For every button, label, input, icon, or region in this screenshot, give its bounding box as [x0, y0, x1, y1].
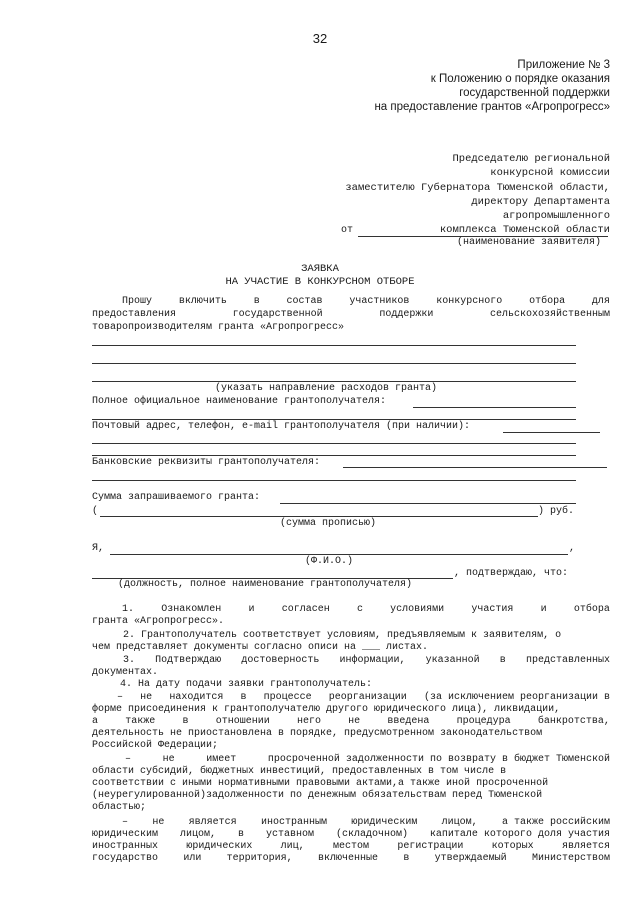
appendix-line-2: к Положению о порядке оказания — [430, 73, 610, 85]
dash-3-line-1 — [92, 817, 610, 829]
addressee-line-1: Председателю региональной — [452, 153, 610, 165]
word: реорганизации — [328, 692, 407, 703]
bank-line-2[interactable] — [92, 480, 576, 481]
word: сельскохозяйственным — [489, 309, 610, 320]
word: не — [140, 692, 153, 703]
word: участников — [349, 296, 410, 307]
word: не — [162, 754, 175, 765]
from-label: от — [341, 225, 354, 236]
direction-caption: (указать направление расходов гранта) — [215, 383, 438, 394]
word: не — [348, 716, 361, 727]
full-name-label: Полное официальное наименование грантополучателя: — [92, 396, 387, 407]
dash-1-line-3 — [92, 716, 610, 728]
word: (складочном) — [335, 829, 408, 840]
word: в — [237, 829, 244, 840]
word: утверждаемый — [434, 853, 507, 864]
addressee-line-6: комплекса Тюменской области — [439, 224, 610, 237]
word: а также российским — [501, 817, 610, 828]
appendix-header — [374, 58, 610, 114]
sum-words-line[interactable] — [100, 516, 538, 517]
word: лиц, — [280, 841, 305, 852]
sum-label: Сумма запрашиваемого гранта: — [92, 492, 261, 503]
word: 1. — [122, 604, 135, 615]
document-title — [0, 263, 640, 288]
postal-label: Почтовый адрес, телефон, e-mail грантополучателя (при наличии): — [92, 421, 471, 432]
word: Подтверждаю — [155, 655, 222, 666]
dash-3-line-4 — [92, 853, 610, 865]
dash-1-line-1 — [92, 692, 610, 704]
word: достоверность — [241, 655, 320, 666]
word: – — [125, 754, 132, 765]
word: банкротства, — [537, 716, 610, 727]
word: лицом, — [441, 817, 478, 828]
dash-3-line-3 — [92, 841, 610, 853]
word: в — [499, 655, 506, 666]
word: территория, — [226, 853, 293, 864]
sum-paren-open: ( — [92, 506, 99, 517]
word: для — [591, 296, 610, 307]
word: находится — [169, 692, 224, 703]
word: в — [403, 853, 410, 864]
dash-1-line-5: Российской Федерации; — [92, 740, 219, 751]
page-number: 32 — [312, 31, 328, 46]
word: или — [183, 853, 202, 864]
word: юридическим — [351, 817, 418, 828]
word: процедура — [456, 716, 511, 727]
item-1-line-2: гранта «Агропрогресс». — [92, 616, 225, 627]
full-name-input-line[interactable] — [413, 407, 576, 408]
word: конкурсного — [436, 296, 503, 307]
word: в — [253, 296, 260, 307]
word: государственной — [232, 309, 323, 320]
word: является — [188, 817, 237, 828]
addressee-block — [345, 152, 610, 238]
word: отбора — [529, 296, 566, 307]
dash-1-line-2: форме присоединения к грантополучателю другого юридического лица), ликвидации, — [92, 704, 561, 715]
word: условиями — [390, 604, 445, 615]
sum-input-line[interactable] — [280, 503, 576, 504]
sum-rub: ) руб. — [538, 506, 575, 517]
word: является — [561, 841, 610, 852]
word: юридическим — [92, 829, 159, 840]
word: лицом, — [179, 829, 216, 840]
dash-2-line-4: (неурегулированной)задолженности по денежным обязательствам перед Тюменской — [92, 790, 543, 801]
appendix-line-1: Приложение № 3 — [517, 59, 610, 71]
word: поддержки — [379, 309, 434, 320]
word: а — [92, 716, 99, 727]
word: не — [152, 817, 165, 828]
word: имеет — [206, 754, 237, 765]
i-comma: , — [569, 543, 576, 554]
word: уставном — [265, 829, 314, 840]
direction-line-3[interactable] — [92, 381, 576, 382]
confirm-text: , подтверждаю, что: — [454, 568, 569, 579]
word: государство — [92, 853, 159, 864]
word: которых — [491, 841, 534, 852]
bank-input-line[interactable] — [343, 467, 607, 468]
item-2-line-2: чем представляет документы согласно описи на ___ листах. — [92, 642, 429, 653]
addressee-line-2: конкурсной комиссии — [490, 167, 610, 180]
word: местом — [332, 841, 369, 852]
word: информации, — [339, 655, 406, 666]
full-name-line-2[interactable] — [92, 419, 576, 420]
dash-1-line-4: деятельность не приостановлена в порядке, предусмотренном законодательством — [92, 728, 543, 739]
item-3-line-1 — [92, 655, 610, 667]
word: Прошу — [122, 296, 153, 307]
word: в — [182, 716, 189, 727]
word: в — [240, 692, 247, 703]
request-line-1 — [92, 296, 610, 308]
dash-2-line-1 — [92, 754, 610, 766]
word: с — [356, 604, 363, 615]
word: участия — [471, 604, 514, 615]
position-caption: (должность, полное наименование грантополучателя) — [118, 579, 413, 590]
fio-caption: (Ф.И.О.) — [305, 556, 354, 567]
word: юридических — [186, 841, 253, 852]
word: регистрации — [397, 841, 464, 852]
dash-2-line-3: соответствии с иными нормативными правовыми актами,а также иной просроченной — [92, 778, 549, 789]
word: иностранным — [260, 817, 327, 828]
postal-line-3[interactable] — [92, 455, 576, 456]
word: Министерством — [531, 853, 610, 864]
addressee-line-4: директору Департамента — [471, 195, 610, 208]
title-line-2: НА УЧАСТИЕ В КОНКУРСНОМ ОТБОРЕ — [225, 275, 415, 288]
word: иностранных — [92, 841, 159, 852]
word: – — [117, 692, 124, 703]
postal-line-2[interactable] — [92, 443, 576, 444]
word: (за исключением реорганизации в — [423, 692, 610, 703]
item-3-line-2: документах. — [92, 667, 159, 678]
word: – — [122, 817, 129, 828]
word: включить — [178, 296, 227, 307]
word: предоставления — [92, 309, 177, 320]
word: и — [248, 604, 255, 615]
fio-line[interactable] — [110, 554, 568, 555]
addressee-line-3: заместителю Губернатора Тюменской области, — [345, 181, 610, 194]
dash-3-line-2 — [92, 829, 610, 841]
word: также — [125, 716, 156, 727]
i-label: Я, — [92, 543, 105, 554]
word: введена — [387, 716, 430, 727]
word: процессе — [263, 692, 312, 703]
direction-line-1[interactable] — [92, 345, 576, 346]
word: представленных — [525, 655, 610, 666]
word: включенные — [317, 853, 378, 864]
appendix-line-3: государственной поддержки — [459, 87, 610, 99]
word: отбора — [573, 604, 610, 615]
word: капитале которого доля участия — [429, 829, 610, 840]
item-4-line-1: 4. На дату подачи заявки грантополучатель: — [120, 679, 373, 690]
word: 3. — [123, 655, 136, 666]
word: просроченной задолженности по возврату в бюджет Тюменской — [267, 754, 610, 765]
dash-2-line-5: областью; — [92, 802, 147, 813]
word: Ознакомлен — [161, 604, 222, 615]
word: и — [540, 604, 547, 615]
request-line-2 — [92, 309, 610, 321]
sum-caption: (сумма прописью) — [280, 518, 377, 529]
item-2-line-1: 2. Грантополучатель соответствует условиям, предъявляемым к заявителям, о — [123, 630, 562, 641]
request-line-3: товаропроизводителям гранта «Агропрогресс» — [92, 322, 345, 333]
addressee-line-5: агропромышленного — [502, 210, 610, 223]
word: него — [296, 716, 321, 727]
postal-input-line[interactable] — [503, 432, 600, 433]
word: состав — [286, 296, 323, 307]
direction-line-2[interactable] — [92, 363, 576, 364]
item-1-line-1 — [92, 604, 610, 616]
word: согласен — [281, 604, 330, 615]
title-line-1: ЗАЯВКА — [301, 263, 339, 275]
dash-2-line-2: области субсидий, бюджетных инвестиций, предоставленных в том числе в — [92, 766, 507, 777]
applicant-caption: (наименование заявителя) — [457, 237, 602, 248]
word: отношении — [215, 716, 270, 727]
appendix-line-4: на предоставление грантов «Агропрогресс» — [374, 101, 610, 113]
word: указанной — [425, 655, 480, 666]
bank-label: Банковские реквизиты грантополучателя: — [92, 457, 321, 468]
